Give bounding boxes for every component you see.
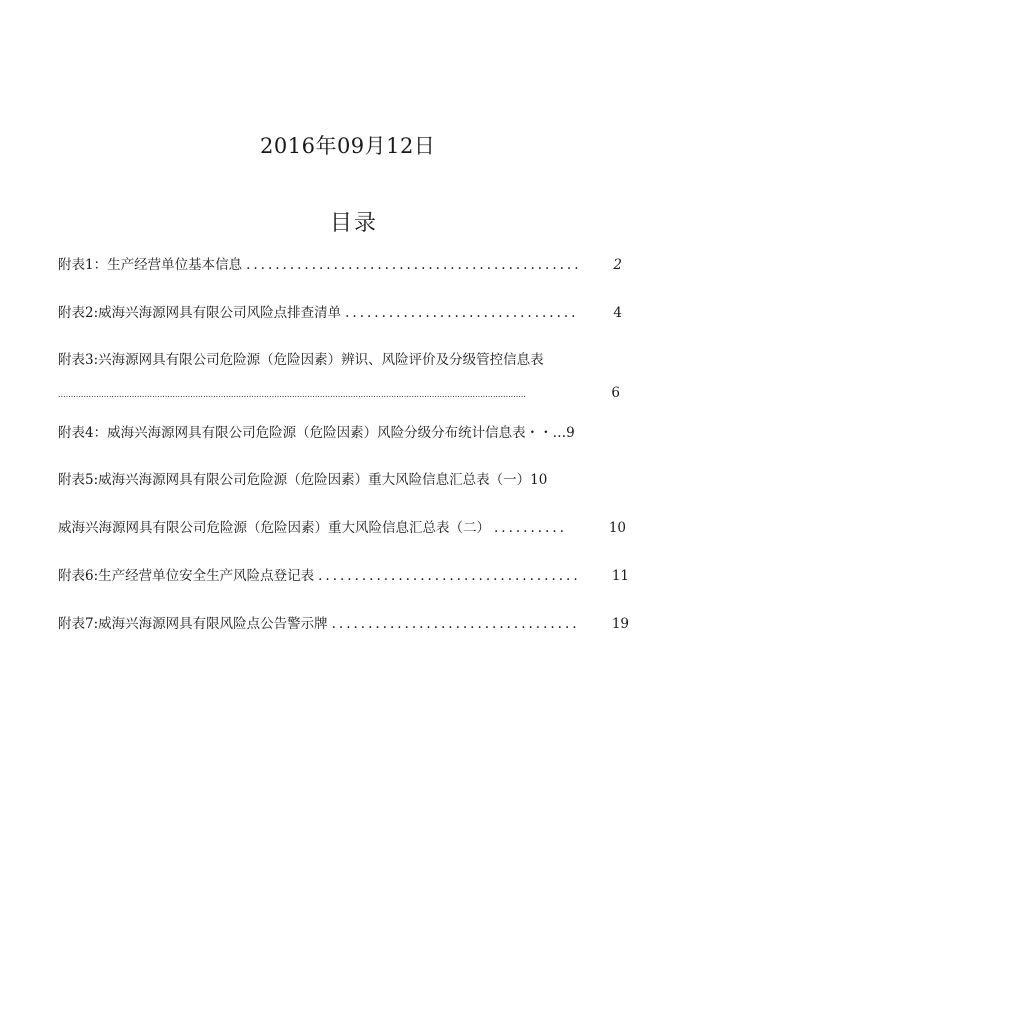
- toc-entry-label: 附表1：生产经营单位基本信息: [58, 257, 243, 273]
- toc-page-number: 4: [613, 305, 622, 321]
- toc-page-number: 2: [613, 257, 622, 273]
- toc-entry-label: 附表4：威海兴海源网具有限公司危险源（危险因素）风险分级分布统计信息表・・…9: [58, 425, 575, 441]
- toc-entry[interactable]: [58, 256, 622, 274]
- toc-leader-dots: ..............................................: [246, 257, 582, 273]
- toc-leader-dots: ........................................................................................................................................................................................: [58, 390, 526, 399]
- toc-page-number: 11: [611, 568, 629, 584]
- toc-entry[interactable]: [58, 471, 547, 489]
- toc-entry-label: 附表6:生产经营单位安全生产风险点登记表: [58, 568, 315, 584]
- toc-leader-dots: ..................................: [331, 616, 580, 632]
- toc-entry[interactable]: [58, 519, 626, 537]
- toc-title: 目录: [330, 211, 379, 236]
- toc-entry-label: 附表7:威海兴海源网具有限风险点公告警示牌: [58, 616, 328, 632]
- toc-entry-label: 附表5:威海兴海源网具有限公司危险源（危险因素）重大风险信息汇总表（一）10: [58, 472, 548, 488]
- toc-entry-label: 附表2:威海兴海源网具有限公司风险点排查清单: [58, 305, 342, 321]
- toc-leader-dots: ................................: [345, 305, 579, 321]
- toc-entry[interactable]: [58, 424, 575, 442]
- toc-entry[interactable]: [58, 304, 622, 322]
- toc-page-number: 10: [608, 520, 626, 536]
- toc-page-number: 19: [611, 616, 629, 632]
- toc-entry-label: 附表3:兴海源网具有限公司危险源（危险因素）辨识、风险评价及分级管控信息表: [58, 352, 544, 368]
- toc-entry[interactable]: [58, 567, 629, 585]
- toc-page-number: 6: [611, 385, 620, 401]
- date-line: 2016年09月12日: [260, 134, 436, 158]
- toc-leader-dots: ....................................: [318, 568, 581, 584]
- toc-entry-label: 威海兴海源网具有限公司危险源（危险因素）重大风险信息汇总表（二）: [58, 520, 490, 536]
- toc-leader-dots: ..........: [494, 520, 567, 536]
- toc-entry-continuation[interactable]: [58, 384, 620, 404]
- toc-entry[interactable]: [58, 615, 629, 633]
- toc-entry[interactable]: [58, 351, 544, 369]
